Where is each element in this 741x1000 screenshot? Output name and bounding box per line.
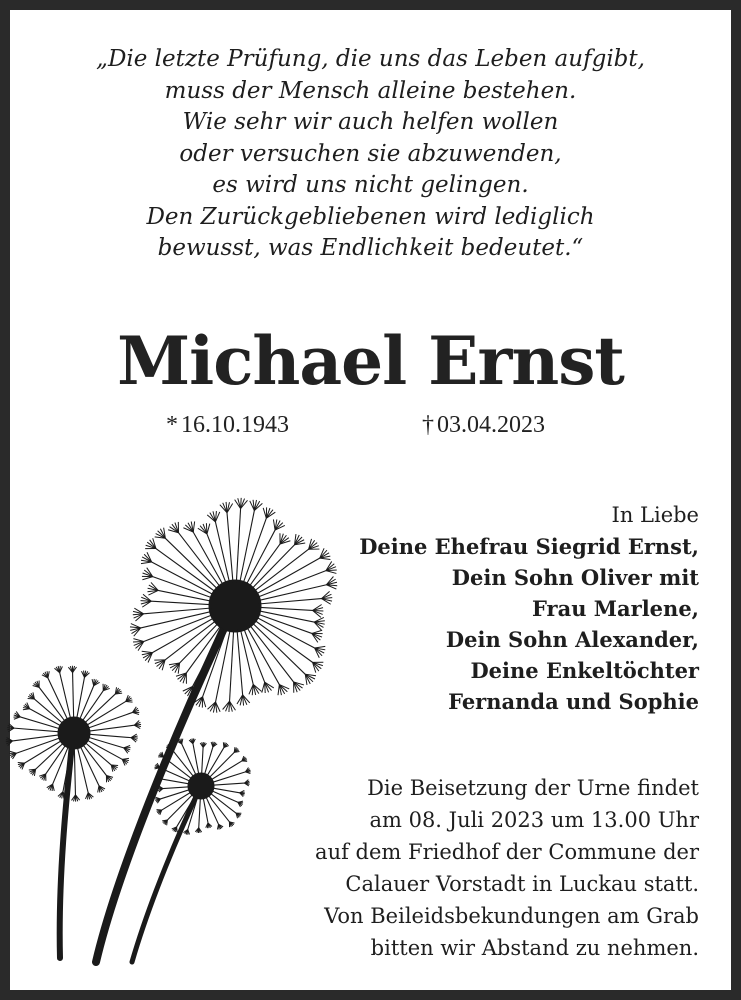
birth-date-value: 16.10.1943 xyxy=(181,412,289,438)
funeral-line: bitten wir Abstand zu nehmen. xyxy=(370,936,699,960)
quote-line: muss der Mensch alleine bestehen. xyxy=(164,77,577,104)
funeral-line: Calauer Vorstadt in Luckau statt. xyxy=(345,872,699,896)
funeral-line: Die Beisetzung der Urne findet xyxy=(367,776,699,800)
death-symbol: † xyxy=(422,412,434,438)
family-line: Deine Ehefrau Siegrid Ernst, xyxy=(359,534,699,559)
birth-symbol: * xyxy=(166,412,178,438)
quote-line: Den Zurückgebliebenen wird lediglich xyxy=(146,203,595,230)
family-line: Fernanda und Sophie xyxy=(448,689,699,714)
family-signatures xyxy=(359,500,699,717)
quote xyxy=(10,44,731,265)
death-date xyxy=(422,412,545,439)
family-line: Frau Marlene, xyxy=(532,596,699,621)
quote-line: Wie sehr wir auch helfen wollen xyxy=(182,109,559,135)
funeral-line: auf dem Friedhof der Commune der xyxy=(315,840,699,864)
death-date-value: 03.04.2023 xyxy=(437,412,545,438)
quote-line: „Die letzte Prüfung, die uns das Leben aufgibt, xyxy=(96,46,645,72)
funeral-line: Von Beileidsbekundungen am Grab xyxy=(324,904,699,928)
birth-date xyxy=(166,412,289,439)
family-intro: In Liebe xyxy=(611,503,699,527)
family-line: Dein Sohn Oliver mit xyxy=(451,565,699,590)
family-line: Deine Enkeltöchter xyxy=(470,658,699,683)
quote-line: es wird uns nicht gelingen. xyxy=(212,172,529,198)
funeral-notice xyxy=(315,772,699,964)
family-line: Dein Sohn Alexander, xyxy=(445,627,699,652)
deceased-name: Michael Ernst xyxy=(117,322,624,400)
funeral-line: am 08. Juli 2023 um 13.00 Uhr xyxy=(369,808,699,832)
quote-line: oder versuchen sie abzuwenden, xyxy=(179,140,562,167)
quote-line: bewusst, was Endlichkeit bedeutet.“ xyxy=(157,235,584,261)
